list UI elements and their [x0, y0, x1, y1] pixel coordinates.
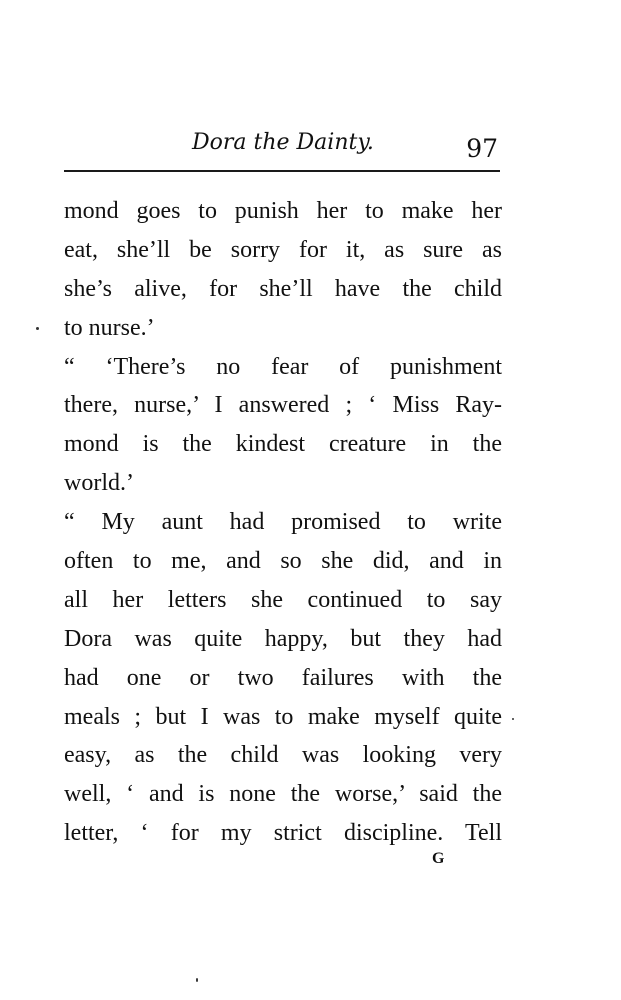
body-text — [64, 192, 502, 853]
text-line: to nurse.’ — [64, 314, 155, 341]
text-line: she’s alive, for she’ll have the child — [64, 275, 502, 302]
text-line: meals ; but I was to make myself quite — [64, 703, 502, 730]
text-line: had one or two failures with the — [64, 664, 502, 691]
print-speck — [512, 718, 514, 720]
text-line: letter, ‘ for my strict discipline. Tell — [64, 820, 502, 847]
header-rule — [64, 170, 500, 172]
text-line: well, ‘ and is none the worse,’ said the — [64, 781, 502, 808]
print-speck — [36, 327, 39, 330]
text-line: easy, as the child was looking very — [64, 742, 502, 769]
page-header — [64, 126, 500, 172]
text-line: Dora was quite happy, but they had — [64, 625, 502, 652]
text-line: all her letters she continued to say — [64, 586, 502, 613]
signature-mark: G — [432, 850, 445, 867]
text-line: eat, she’ll be sorry for it, as sure as — [64, 236, 502, 263]
page-number: 97 — [466, 134, 498, 163]
text-line: often to me, and so she did, and in — [64, 548, 502, 575]
text-line: world.’ — [64, 470, 134, 497]
text-line: mond goes to punish her to make her — [64, 198, 502, 224]
text-line: “ My aunt had promised to write — [64, 509, 502, 536]
running-title: Dora the Dainty. — [192, 130, 374, 155]
print-speck — [196, 978, 198, 982]
text-line: mond is the kindest creature in the — [64, 431, 502, 458]
text-line: “ ‘There’s no fear of punishment — [64, 353, 502, 380]
text-line: there, nurse,’ I answered ; ‘ Miss Ray- — [64, 392, 502, 419]
